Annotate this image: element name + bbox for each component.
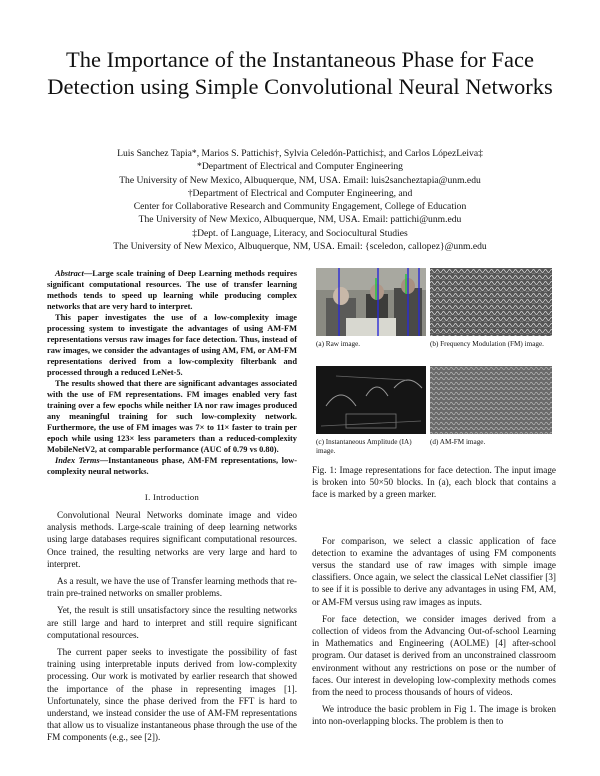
affiliation-line: †Department of Electrical and Computer Engineering, and [187,187,413,199]
body-paragraph: We introduce the basic problem in Fig 1. The image is broken into non-overlapping blocks. The problem is then to [312,704,556,727]
abstract-label: Abstract [55,269,84,278]
raw-image [316,268,426,336]
paper-title: The Importance of the Instantaneous Phase for Face Detection using Simple Convolutional Neural Networks [47,47,553,99]
body-paragraph: For face detection, we consider images derived from a collection of videos from the Advancing Out-of-school Learning in Mathematics and Engineering (AOLME) [4] after-school program. Our dataset is derived from an unconstrained classroom environment without any restrictions on pose or the number of faces. Our interest in developing low-complexity methods comes from the need to process thousands of hours of videos. [312,613,556,698]
affiliation-line: *Department of Electrical and Computer Engineering [197,161,403,173]
section-heading: I. Introduction [144,492,200,502]
index-terms: —Instantaneous phase, AM-FM representations, low-complexity neural networks. [47,456,298,476]
affiliation-line: The University of New Mexico, Albuquerque, NM, USA. Email: pattichi@unm.edu [138,214,462,226]
subcaption-d: (d) AM-FM image. [430,438,486,446]
body-paragraph: The current paper seeks to investigate the possibility of fast training using interpretable inputs derived from low-complexity processing. Our work is motivated by earlier research that showed the importance of the phase in representing images [1]. Unfortunately, since the phase derived from the FFT is hard to understand, we instead consider the use of AM-FM representations that allow us to visualize instantaneous phase through the use of the FM components (e.g., see [2]). [47,647,297,743]
fm-image [430,268,552,336]
ia-image [316,366,426,434]
affiliation-line: The University of New Mexico, Albuquerque, NM, USA. Email: luis2sancheztapia@unm.edu [119,174,481,186]
affiliation-line: ‡Dept. of Language, Literacy, and Sociocultural Studies [192,227,408,239]
author-names: Luis Sanchez Tapia*, Marios S. Pattichis†, Sylvia Celedón-Pattichis‡, and Carlos LópezLeiva‡ [117,148,483,159]
intro-text-right [312,535,556,728]
abstract-paragraph: The results showed that there are significant advantages associated with the use of FM representations. FM images enabled very fast training over a few epochs while neither IA nor raw images produced any meaningful training for such low-complexity network. Furthermore, the use of FM images was 7× to 11× faster to train per epoch while using 123× less parameters than a reduced-complexity MobileNetV2, at comparable performance (AUC of 0.79 vs 0.80). [47,379,297,454]
figure-1 [312,268,556,454]
affiliation-line: Center for Collaborative Research and Community Engagement, College of Education [133,201,467,213]
am-fm-image [430,366,552,434]
subcaption-b: (b) Frequency Modulation (FM) image. [430,340,544,348]
left-column [47,268,297,749]
index-terms-label: Index Terms [55,456,100,465]
affiliation-line: The University of New Mexico, Albuquerque, NM, USA. Email: {sceledon, callopez}@unm.edu [113,241,487,253]
intro-text-left [47,509,297,744]
author-block [30,147,570,253]
abstract-paragraph: This paper investigates the use of a low-complexity image processing system to investigate the advantages of using AM-FM representations versus raw images for face detection. Thus, instead of raw images, we consider the advantages of using AM, FM, or AM-FM representations derived from a low-complexity filterbank and processed through a reduced LeNet-5. [47,313,297,377]
body-paragraph: For comparison, we select a classic application of face detection to examine the advantages of using FM components versus the standard use of raw images with simple image classifiers. Once again, we select the classical LeNet classifier [3] to see if it is possible to derive any advantages in using FM, AM, or AM-FM versus using raw images as inputs. [312,535,556,607]
subcaption-c: (c) Instantaneous Amplitude (IA) image. [316,438,412,455]
figure-caption: Fig. 1: Image representations for face detection. The input image is broken into 50×50 blocks. In (a), each block that contains a face is marked by a green marker. [312,465,556,500]
subcaption-a: (a) Raw image. [316,340,361,348]
right-column [312,268,556,733]
abstract [47,268,297,477]
body-paragraph: Yet, the result is still unsatisfactory since the resulting networks are still large and hard to interpret and still require significant computational resources. [47,605,297,640]
body-paragraph: As a result, we have the use of Transfer learning methods that re-train pre-trained networks on smaller problems. [47,576,297,599]
body-paragraph: Convolutional Neural Networks dominate image and video analysis methods. Large-scale training of deep learning networks using large databases requires significant computational resources. Once trained, the resulting networks are very large and hard to interpret. [47,510,297,569]
abstract-paragraph: —Large scale training of Deep Learning methods requires significant computational resources. The use of transfer learning methods tends to speed up learning while producing complex networks that are very hard to interpret. [47,269,297,311]
